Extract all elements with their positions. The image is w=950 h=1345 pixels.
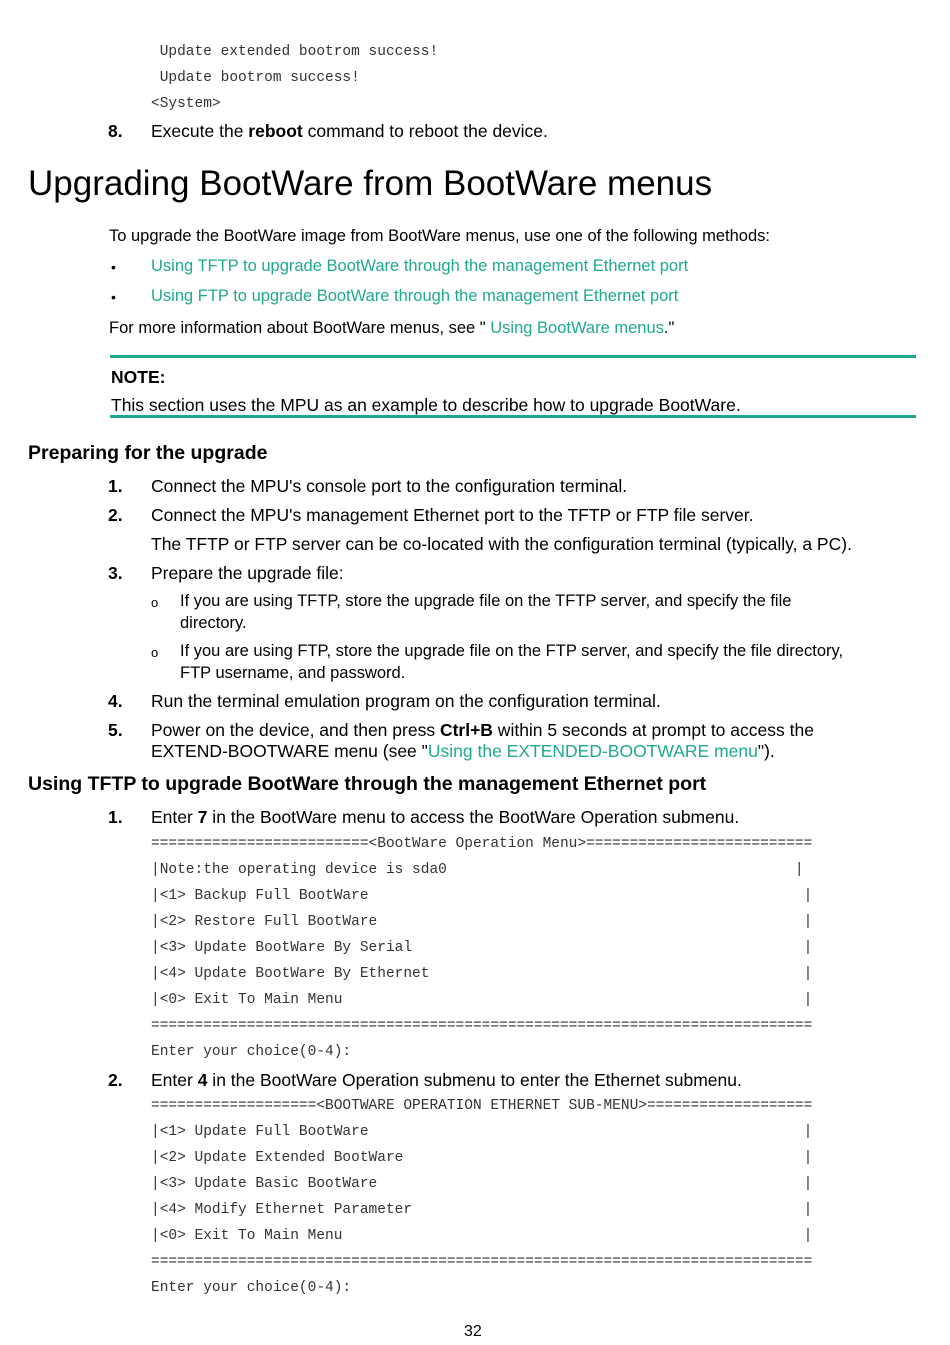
- step-number: 1.: [108, 476, 123, 496]
- menu-prompt: Enter your choice(0-4):: [151, 1044, 352, 1060]
- menu-line: |<2> Restore Full BootWare |: [151, 914, 813, 930]
- section-heading: Upgrading BootWare from BootWare menus: [28, 164, 713, 203]
- page-number: 32: [464, 1323, 482, 1340]
- sub-item-text: If you are using TFTP, store the upgrade file on the TFTP server, and specify the file: [180, 592, 792, 610]
- code-line: <System>: [151, 96, 221, 112]
- sub-item-text: directory.: [180, 614, 247, 632]
- step-text-part: Power on the device, and then press: [151, 720, 440, 740]
- step-text: Run the terminal emulation program on the configuration terminal.: [151, 691, 661, 711]
- step-text: [151, 121, 548, 142]
- step-text: Connect the MPU's management Ethernet port to the TFTP or FTP file server.: [151, 505, 754, 525]
- step-text-part: in the BootWare Operation submenu to enter the Ethernet submenu.: [207, 1070, 742, 1090]
- menu-line: |Note:the operating device is sda0 |: [151, 862, 804, 878]
- intro-text: To upgrade the BootWare image from BootWare menus, use one of the following methods:: [109, 227, 770, 245]
- step-number: 2.: [108, 1070, 123, 1090]
- method-link-tftp[interactable]: Using TFTP to upgrade BootWare through the management Ethernet port: [151, 257, 689, 275]
- step-text: Connect the MPU's console port to the configuration terminal.: [151, 476, 628, 496]
- method-link-ftp[interactable]: Using FTP to upgrade BootWare through the management Ethernet port: [151, 287, 679, 305]
- extended-bootware-menu-link[interactable]: Using the EXTENDED-BOOTWARE menu: [427, 741, 758, 761]
- note-bottom-rule: [110, 415, 916, 418]
- step-text-part: command to reboot the device.: [302, 121, 548, 141]
- step-number: 5.: [108, 720, 123, 740]
- menu-line: |<4> Update BootWare By Ethernet |: [151, 966, 813, 982]
- sub-item-text: If you are using FTP, store the upgrade file on the FTP server, and specify the file directory,: [180, 642, 844, 660]
- menu-line: |<0> Exit To Main Menu |: [151, 1228, 813, 1244]
- menu-line: |<0> Exit To Main Menu |: [151, 992, 813, 1008]
- step-text: [151, 1070, 742, 1091]
- step-number: 3.: [108, 563, 123, 583]
- step-text-part: ").: [757, 741, 775, 761]
- step-text: [151, 720, 814, 741]
- menu-line: |<2> Update Extended BootWare |: [151, 1150, 813, 1166]
- command-keyword: reboot: [248, 121, 303, 141]
- note-text: This section uses the MPU as an example to describe how to upgrade BootWare.: [111, 395, 741, 415]
- menu-line: |<3> Update BootWare By Serial |: [151, 940, 813, 956]
- menu-line: |<4> Modify Ethernet Parameter |: [151, 1202, 813, 1218]
- step-text-part: in the BootWare menu to access the BootWare Operation submenu.: [207, 807, 740, 827]
- menu-line: ===================<BOOTWARE OPERATION ETHERNET SUB-MENU>===================: [151, 1098, 813, 1114]
- bullet-icon: •: [111, 289, 116, 305]
- menu-line: ============================================================================: [151, 1018, 813, 1034]
- step-number: 2.: [108, 505, 123, 525]
- menu-line: |<3> Update Basic BootWare |: [151, 1176, 813, 1192]
- step-text-part: Enter: [151, 807, 198, 827]
- menu-choice: 7: [197, 807, 208, 827]
- more-info-part: For more information about BootWare menus, see ": [109, 319, 491, 337]
- menu-choice: 4: [197, 1070, 208, 1090]
- step-text: [151, 741, 775, 762]
- menu-prompt: Enter your choice(0-4):: [151, 1280, 352, 1296]
- bootware-menus-link[interactable]: Using BootWare menus: [490, 319, 664, 337]
- step-text-part: EXTEND-BOOTWARE menu (see ": [151, 741, 428, 761]
- step-text-part: Enter: [151, 1070, 198, 1090]
- step-text: [151, 807, 739, 828]
- note-top-rule: [110, 355, 916, 358]
- subsection-heading: Using TFTP to upgrade BootWare through the management Ethernet port: [28, 773, 707, 795]
- step-number: 8.: [108, 121, 123, 141]
- circle-bullet-icon: o: [151, 595, 159, 610]
- step-text-part: within 5 seconds at prompt to access the: [492, 720, 814, 740]
- code-line: Update bootrom success!: [151, 70, 360, 86]
- note-label: NOTE:: [111, 367, 166, 387]
- menu-line: |<1> Backup Full BootWare |: [151, 888, 813, 904]
- circle-bullet-icon: o: [151, 645, 159, 660]
- menu-line: ============================================================================: [151, 1254, 813, 1270]
- code-line: Update extended bootrom success!: [151, 44, 439, 60]
- step-text: Prepare the upgrade file:: [151, 563, 344, 583]
- key-combo: Ctrl+B: [439, 720, 493, 740]
- step-number: 4.: [108, 691, 123, 711]
- menu-line: =========================<BootWare Operation Menu>==========================: [151, 836, 813, 852]
- subsection-heading: Preparing for the upgrade: [28, 442, 268, 464]
- step-number: 1.: [108, 807, 123, 827]
- step-subtext: The TFTP or FTP server can be co-located with the configuration terminal (typically, a PC).: [151, 534, 852, 554]
- bullet-icon: •: [111, 259, 116, 275]
- step-text-part: Execute the: [151, 121, 249, 141]
- more-info-part: .": [663, 319, 675, 337]
- sub-item-text: FTP username, and password.: [180, 664, 406, 682]
- more-info-text: [109, 319, 674, 338]
- menu-line: |<1> Update Full BootWare |: [151, 1124, 813, 1140]
